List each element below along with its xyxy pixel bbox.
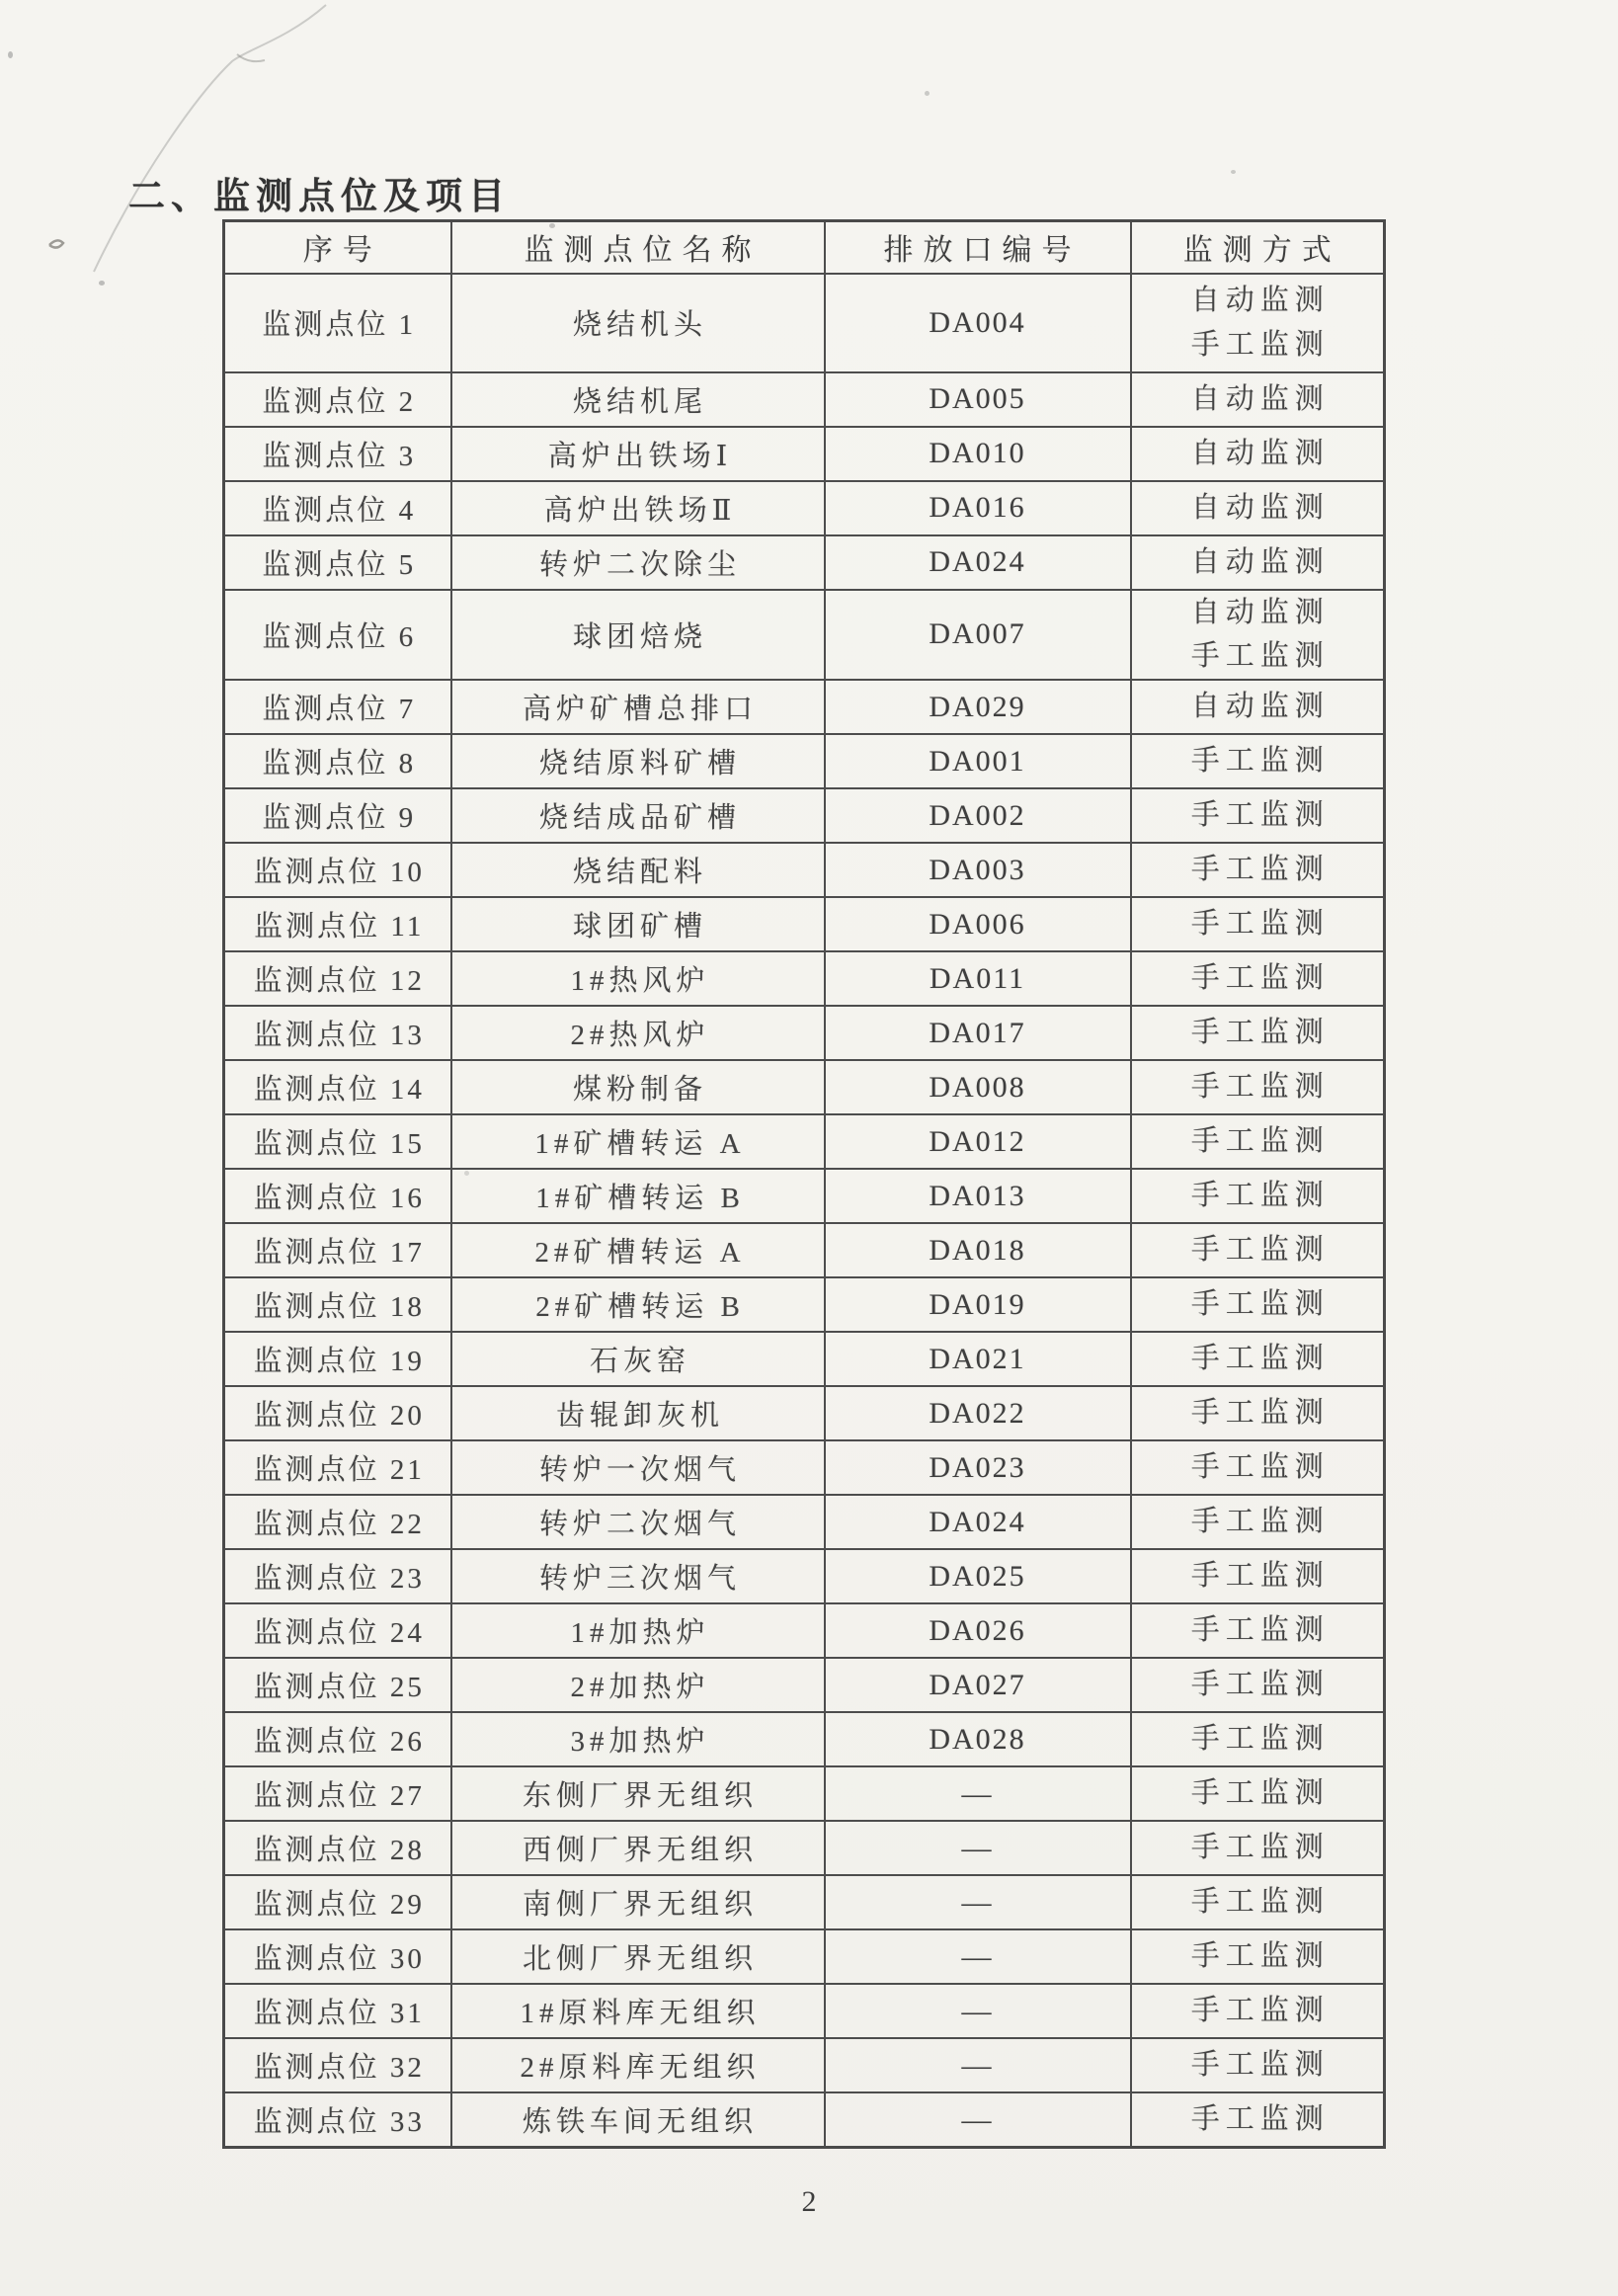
- method-line: 手工监测: [1190, 1614, 1330, 1647]
- method-cell: [1131, 2092, 1385, 2147]
- method-line: 手工监测: [1190, 1017, 1330, 1049]
- method-cell: [1131, 274, 1385, 372]
- name-cell: 西侧厂界无组织: [451, 1821, 825, 1875]
- method-cell: [1131, 1929, 1385, 1984]
- table-row: [224, 897, 1385, 951]
- method-line: 手工监测: [1190, 1288, 1330, 1321]
- table-body: [224, 274, 1385, 2148]
- table-row: [224, 1766, 1385, 1821]
- name-cell: 烧结机头: [451, 274, 825, 372]
- table-row: [224, 1060, 1385, 1114]
- table-row: [224, 734, 1385, 788]
- method-line: 手工监测: [1190, 1125, 1330, 1158]
- method-cell: [1131, 1114, 1385, 1169]
- table-row: [224, 1223, 1385, 1277]
- name-cell: 2#矿槽转运 A: [451, 1223, 825, 1277]
- outlet-cell: DA023: [825, 1440, 1131, 1495]
- outlet-cell: DA007: [825, 590, 1131, 681]
- outlet-cell: DA017: [825, 1006, 1131, 1060]
- outlet-cell: —: [825, 1875, 1131, 1929]
- seq-cell: 监测点位 9: [224, 788, 451, 843]
- name-cell: 球团矿槽: [451, 897, 825, 951]
- table-row: [224, 1169, 1385, 1223]
- name-cell: 北侧厂界无组织: [451, 1929, 825, 1984]
- method-cell: [1131, 1821, 1385, 1875]
- outlet-cell: DA005: [825, 372, 1131, 427]
- outlet-cell: DA024: [825, 535, 1131, 590]
- method-line: 手工监测: [1190, 1723, 1330, 1756]
- seq-cell: 监测点位 17: [224, 1223, 451, 1277]
- seq-cell: 监测点位 1: [224, 274, 451, 372]
- outlet-cell: —: [825, 1984, 1131, 2038]
- scan-speck: [925, 91, 930, 96]
- method-cell: [1131, 1984, 1385, 2038]
- outlet-cell: DA006: [825, 897, 1131, 951]
- name-cell: 1#矿槽转运 B: [451, 1169, 825, 1223]
- method-cell: [1131, 1603, 1385, 1658]
- outlet-cell: DA024: [825, 1495, 1131, 1549]
- method-cell: [1131, 590, 1385, 681]
- method-cell: [1131, 734, 1385, 788]
- method-cell: [1131, 1332, 1385, 1386]
- method-line: 手工监测: [1190, 2049, 1330, 2082]
- method-cell: [1131, 788, 1385, 843]
- method-line: 手工监测: [1190, 328, 1330, 361]
- outlet-cell: DA001: [825, 734, 1131, 788]
- method-cell: [1131, 1060, 1385, 1114]
- name-cell: 转炉二次烟气: [451, 1495, 825, 1549]
- seq-cell: 监测点位 33: [224, 2092, 451, 2147]
- table-row: [224, 1603, 1385, 1658]
- method-line: 手工监测: [1190, 1180, 1330, 1212]
- method-line: 自动监测: [1190, 691, 1330, 723]
- table-row: [224, 590, 1385, 681]
- outlet-cell: —: [825, 1766, 1131, 1821]
- name-cell: 烧结配料: [451, 843, 825, 897]
- name-cell: 高炉出铁场Ⅰ: [451, 427, 825, 481]
- table-row: [224, 1821, 1385, 1875]
- method-cell: [1131, 1549, 1385, 1603]
- method-cell: [1131, 843, 1385, 897]
- outlet-cell: DA012: [825, 1114, 1131, 1169]
- method-line: 手工监测: [1190, 2103, 1330, 2136]
- table-row: [224, 2038, 1385, 2092]
- name-cell: 1#加热炉: [451, 1603, 825, 1658]
- outlet-cell: DA027: [825, 1658, 1131, 1712]
- method-line: 手工监测: [1190, 1886, 1330, 1919]
- method-line: 手工监测: [1190, 1234, 1330, 1267]
- method-line: 手工监测: [1190, 640, 1330, 673]
- method-line: 自动监测: [1190, 545, 1330, 578]
- name-cell: 烧结机尾: [451, 372, 825, 427]
- scan-speck: [1231, 170, 1236, 174]
- name-cell: 转炉二次除尘: [451, 535, 825, 590]
- monitoring-table: [222, 219, 1386, 2149]
- seq-cell: 监测点位 22: [224, 1495, 451, 1549]
- method-line: 手工监测: [1190, 1451, 1330, 1484]
- name-cell: 2#加热炉: [451, 1658, 825, 1712]
- method-line: 手工监测: [1190, 1777, 1330, 1810]
- table-row: [224, 1984, 1385, 2038]
- table-row: [224, 535, 1385, 590]
- table-row: [224, 1277, 1385, 1332]
- table-row: [224, 1929, 1385, 1984]
- page-number: 2: [801, 2185, 817, 2218]
- method-cell: [1131, 427, 1385, 481]
- seq-cell: 监测点位 4: [224, 481, 451, 535]
- outlet-cell: DA025: [825, 1549, 1131, 1603]
- name-cell: 石灰窑: [451, 1332, 825, 1386]
- header-outlet: 排放口编号: [825, 221, 1131, 274]
- table-header: [224, 221, 1385, 274]
- method-line: 手工监测: [1190, 1506, 1330, 1538]
- seq-cell: 监测点位 27: [224, 1766, 451, 1821]
- seq-cell: 监测点位 18: [224, 1277, 451, 1332]
- name-cell: 南侧厂界无组织: [451, 1875, 825, 1929]
- method-line: 手工监测: [1190, 908, 1330, 941]
- name-cell: 2#热风炉: [451, 1006, 825, 1060]
- name-cell: 2#矿槽转运 B: [451, 1277, 825, 1332]
- method-cell: [1131, 1006, 1385, 1060]
- name-cell: 转炉三次烟气: [451, 1549, 825, 1603]
- method-line: 自动监测: [1190, 491, 1330, 524]
- scan-speck: [99, 281, 105, 286]
- seq-cell: 监测点位 15: [224, 1114, 451, 1169]
- seq-cell: 监测点位 32: [224, 2038, 451, 2092]
- outlet-cell: DA008: [825, 1060, 1131, 1114]
- method-line: 手工监测: [1190, 1397, 1330, 1430]
- seq-cell: 监测点位 7: [224, 680, 451, 734]
- table-row: [224, 1386, 1385, 1440]
- page-title: 二、监测点位及项目: [128, 177, 511, 217]
- method-line: 手工监测: [1190, 745, 1330, 778]
- seq-cell: 监测点位 31: [224, 1984, 451, 2038]
- name-cell: 东侧厂界无组织: [451, 1766, 825, 1821]
- outlet-cell: DA010: [825, 427, 1131, 481]
- method-cell: [1131, 1712, 1385, 1766]
- method-cell: [1131, 1223, 1385, 1277]
- seq-cell: 监测点位 14: [224, 1060, 451, 1114]
- table-row: [224, 2092, 1385, 2147]
- method-line: 自动监测: [1190, 382, 1330, 415]
- table-row: [224, 1495, 1385, 1549]
- name-cell: 球团焙烧: [451, 590, 825, 681]
- name-cell: 高炉出铁场Ⅱ: [451, 481, 825, 535]
- method-line: 手工监测: [1190, 1669, 1330, 1701]
- outlet-cell: —: [825, 2038, 1131, 2092]
- seq-cell: 监测点位 28: [224, 1821, 451, 1875]
- method-line: 手工监测: [1190, 1832, 1330, 1864]
- table-row: [224, 1875, 1385, 1929]
- seq-cell: 监测点位 16: [224, 1169, 451, 1223]
- method-cell: [1131, 1875, 1385, 1929]
- method-line: 手工监测: [1190, 1560, 1330, 1593]
- method-line: 自动监测: [1190, 596, 1330, 628]
- seq-cell: 监测点位 3: [224, 427, 451, 481]
- method-cell: [1131, 1386, 1385, 1440]
- scan-speck: [8, 51, 13, 58]
- method-cell: [1131, 951, 1385, 1006]
- table-row: [224, 843, 1385, 897]
- name-cell: 3#加热炉: [451, 1712, 825, 1766]
- table-row: [224, 1332, 1385, 1386]
- table-header-row: [224, 221, 1385, 274]
- method-line: 手工监测: [1190, 799, 1330, 832]
- method-line: 手工监测: [1190, 854, 1330, 886]
- method-cell: [1131, 372, 1385, 427]
- name-cell: 烧结成品矿槽: [451, 788, 825, 843]
- seq-cell: 监测点位 26: [224, 1712, 451, 1766]
- method-cell: [1131, 1766, 1385, 1821]
- seq-cell: 监测点位 5: [224, 535, 451, 590]
- header-method: 监测方式: [1131, 221, 1385, 274]
- name-cell: 齿辊卸灰机: [451, 1386, 825, 1440]
- seq-cell: 监测点位 24: [224, 1603, 451, 1658]
- seq-cell: 监测点位 30: [224, 1929, 451, 1984]
- name-cell: 2#原料库无组织: [451, 2038, 825, 2092]
- name-cell: 炼铁车间无组织: [451, 2092, 825, 2147]
- table-row: [224, 1712, 1385, 1766]
- method-line: 手工监测: [1190, 962, 1330, 995]
- table-row: [224, 1440, 1385, 1495]
- seq-cell: 监测点位 11: [224, 897, 451, 951]
- seq-cell: 监测点位 19: [224, 1332, 451, 1386]
- outlet-cell: DA004: [825, 274, 1131, 372]
- name-cell: 1#矿槽转运 A: [451, 1114, 825, 1169]
- seq-cell: 监测点位 8: [224, 734, 451, 788]
- table-row: [224, 372, 1385, 427]
- table-row: [224, 1658, 1385, 1712]
- method-cell: [1131, 2038, 1385, 2092]
- method-cell: [1131, 1658, 1385, 1712]
- method-cell: [1131, 1277, 1385, 1332]
- outlet-cell: DA002: [825, 788, 1131, 843]
- table-row: [224, 680, 1385, 734]
- seq-cell: 监测点位 23: [224, 1549, 451, 1603]
- method-line: 手工监测: [1190, 1940, 1330, 1973]
- seq-cell: 监测点位 13: [224, 1006, 451, 1060]
- method-line: 自动监测: [1190, 437, 1330, 469]
- method-cell: [1131, 1440, 1385, 1495]
- method-line: 自动监测: [1190, 284, 1330, 316]
- method-line: 手工监测: [1190, 1071, 1330, 1104]
- table-row: [224, 1006, 1385, 1060]
- header-name: 监测点位名称: [451, 221, 825, 274]
- seq-cell: 监测点位 29: [224, 1875, 451, 1929]
- table-row: [224, 427, 1385, 481]
- method-cell: [1131, 1495, 1385, 1549]
- outlet-cell: DA029: [825, 680, 1131, 734]
- outlet-cell: —: [825, 2092, 1131, 2147]
- outlet-cell: DA019: [825, 1277, 1131, 1332]
- method-cell: [1131, 897, 1385, 951]
- seq-cell: 监测点位 20: [224, 1386, 451, 1440]
- outlet-cell: DA026: [825, 1603, 1131, 1658]
- seq-cell: 监测点位 10: [224, 843, 451, 897]
- method-line: 手工监测: [1190, 1343, 1330, 1375]
- table-row: [224, 1549, 1385, 1603]
- name-cell: 烧结原料矿槽: [451, 734, 825, 788]
- seq-cell: 监测点位 25: [224, 1658, 451, 1712]
- name-cell: 1#热风炉: [451, 951, 825, 1006]
- method-cell: [1131, 680, 1385, 734]
- outlet-cell: DA016: [825, 481, 1131, 535]
- seq-cell: 监测点位 6: [224, 590, 451, 681]
- seq-cell: 监测点位 2: [224, 372, 451, 427]
- outlet-cell: DA022: [825, 1386, 1131, 1440]
- method-cell: [1131, 1169, 1385, 1223]
- table-row: [224, 481, 1385, 535]
- table-row: [224, 951, 1385, 1006]
- outlet-cell: —: [825, 1821, 1131, 1875]
- outlet-cell: DA028: [825, 1712, 1131, 1766]
- name-cell: 转炉一次烟气: [451, 1440, 825, 1495]
- name-cell: 1#原料库无组织: [451, 1984, 825, 2038]
- header-seq: 序号: [224, 221, 451, 274]
- outlet-cell: DA003: [825, 843, 1131, 897]
- table-row: [224, 788, 1385, 843]
- outlet-cell: DA021: [825, 1332, 1131, 1386]
- name-cell: 煤粉制备: [451, 1060, 825, 1114]
- name-cell: 高炉矿槽总排口: [451, 680, 825, 734]
- method-cell: [1131, 535, 1385, 590]
- table-row: [224, 1114, 1385, 1169]
- seq-cell: 监测点位 12: [224, 951, 451, 1006]
- method-cell: [1131, 481, 1385, 535]
- outlet-cell: DA013: [825, 1169, 1131, 1223]
- outlet-cell: DA018: [825, 1223, 1131, 1277]
- table-row: [224, 274, 1385, 372]
- outlet-cell: DA011: [825, 951, 1131, 1006]
- method-line: 手工监测: [1190, 1995, 1330, 2027]
- seq-cell: 监测点位 21: [224, 1440, 451, 1495]
- outlet-cell: —: [825, 1929, 1131, 1984]
